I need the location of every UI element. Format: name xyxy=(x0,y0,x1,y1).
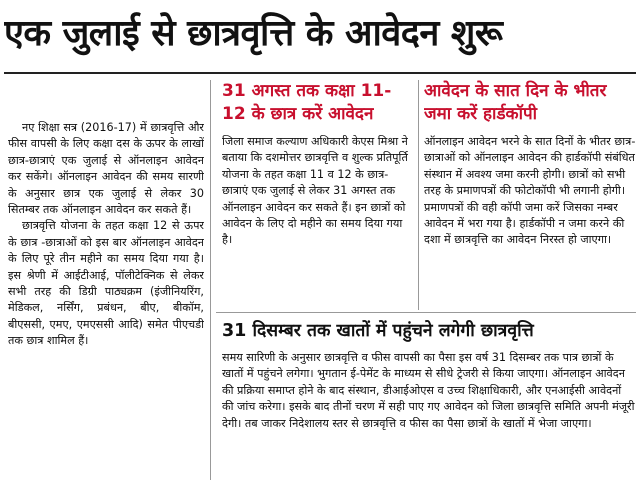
headline-rule xyxy=(4,72,636,74)
left-paragraph-1: नए शिक्षा सत्र (2016-17) में छात्रवृत्ति और फीस वापसी के लिए कक्षा दस के ऊपर के लाखों छात्र-छात्राएं एक जुलाई से ऑनलाइन आवेदन कर सकेंगे। ऑनलाइन आवेदन की समय सारणी के अनुसार छात्र एक जुलाई से लेकर 30 सितम्बर तक ऑनलाइन आवेदन कर सकते हैं। xyxy=(8,121,204,217)
column-divider-right xyxy=(418,80,419,310)
section-divider xyxy=(216,312,636,313)
middle-body: जिला समाज कल्याण अधिकारी केएस मिश्रा ने बताया कि दशमोत्तर छात्रवृत्ति व शुल्क प्रतिपूर्ति योजना के तहत कक्षा 11 व 12 के छात्र-छात्राएं एक जुलाई से लेकर 31 अगस्त तक ऑनलाइन आवेदन कर सकते हैं। इन छात्रों को आवेदन के लिए दो महीने का समय दिया गया है। xyxy=(222,135,408,247)
bottom-body: समय सारिणी के अनुसार छात्रवृत्ति व फीस वापसी का पैसा इस वर्ष 31 दिसम्बर तक पात्र छात्रों के खातों में पहुंचने लगेगा। भुगतान ई-पेमेंट के माध्यम से सीधे ट्रेजरी से किया जाएगा। ऑनलाइन आवेदन की प्रक्रिया समाप्त होने के बाद संस्थान, डीआईओएस व उच्च शिक्षाधिकारी, और एनआईसी आवेदनों की जांच करेगा। इसके बाद तीनों चरण में सही पाए गए आवेदन को जिला छात्रवृत्ति समिति अपनी मंजूरी देगी। तब जाकर निदेशालय स्तर से छात्रवृत्ति व फीस का पैसा छात्रों के खातों में भेजा जाएगा। xyxy=(222,351,635,430)
left-column xyxy=(8,120,204,480)
right-subheading: आवेदन के सात दिन के भीतर जमा करें हार्डकॉपी xyxy=(424,81,607,124)
left-paragraph-2: छात्रवृत्ति योजना के तहत कक्षा 12 से ऊपर के छात्र -छात्राओं को इस बार ऑनलाइन आवेदन के लिए पूरे तीन महीने का समय दिया गया है। इस श्रेणी में आईटीआई, पॉलीटेक्निक से लेकर सभी तरह की डिग्री पाठ्यक्रम (इंजीनियरिंग, मेडिकल, नर्सिंग, प्रबंधन, बीए, बीकॉम, बीएससी, एमए, एमएससी आदि) समेत पीएचडी तक छात्र शामिल हैं। xyxy=(8,219,204,348)
right-body: ऑनलाइन आवेदन भरने के सात दिनों के भीतर छात्र-छात्राओं को ऑनलाइन आवेदन की हार्डकॉपी संबंधित संस्थान में अवश्य जमा करनी होगी। छात्रों को सभी तरह के प्रमाणपत्रों की फोटोकॉपी भी लगानी होगी। प्रमाणपत्रों की वही कॉपी जमा करें जिसका नम्बर आवेदन में भरा गया है। हार्डकॉपी न जमा करने की दशा में छात्रवृत्ति का आवेदन निरस्त हो जाएगा। xyxy=(424,135,636,247)
headline: एक जुलाई से छात्रवृत्ति के आवेदन शुरू xyxy=(4,13,503,54)
column-divider-left xyxy=(210,80,211,480)
middle-subheading: 31 अगस्त तक कक्षा 11-12 के छात्र करें आवेदन xyxy=(222,81,392,124)
bottom-subheading: 31 दिसम्बर तक खातों में पहुंचने लगेगी छात्रवृत्ति xyxy=(222,321,534,341)
